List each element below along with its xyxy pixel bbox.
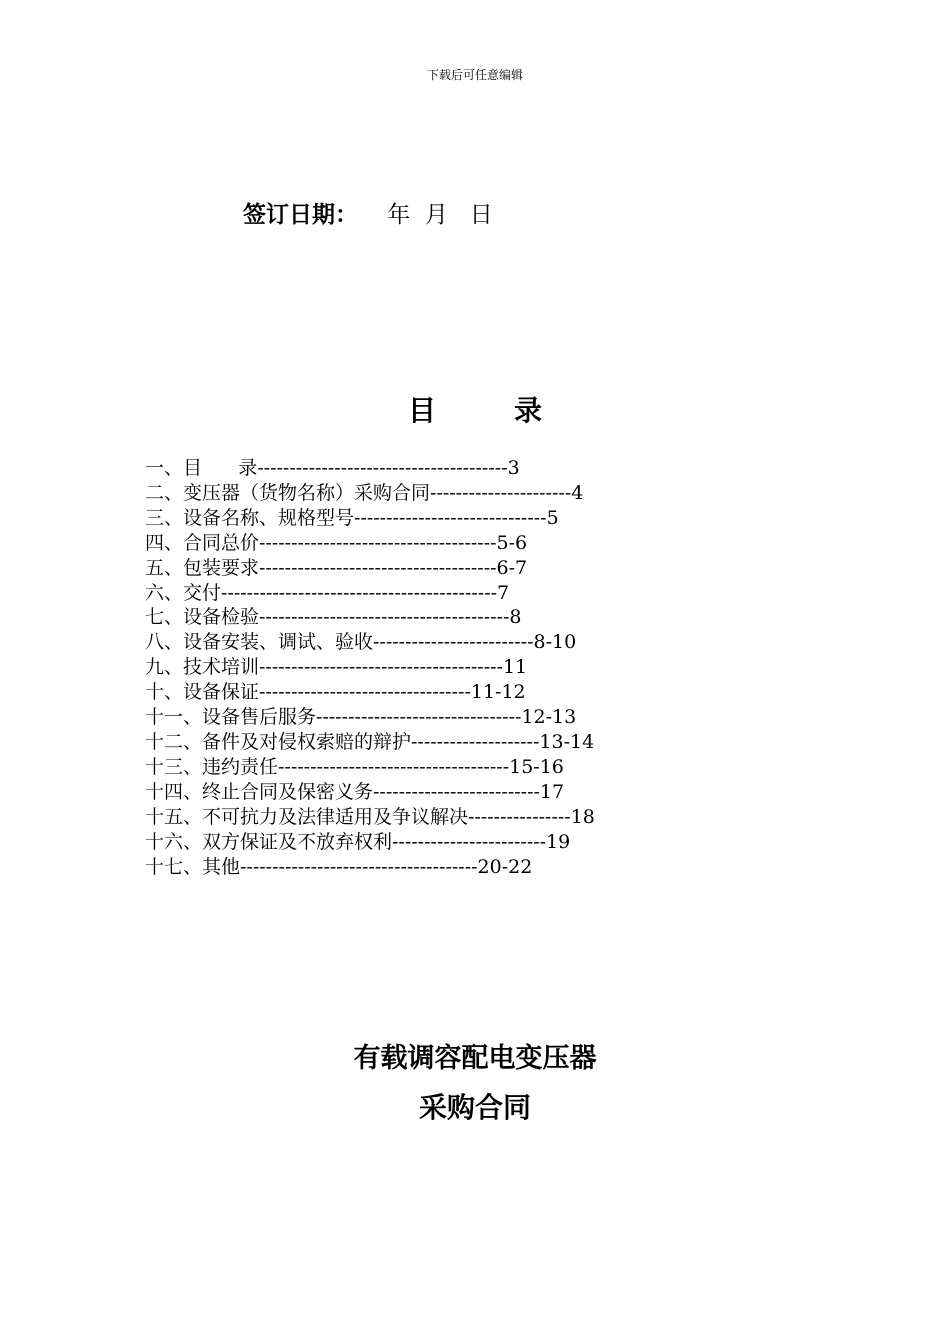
toc-item: 十一、设备售后服务--------------------------------12-13 — [145, 706, 577, 729]
toc-title: 目 录 — [408, 394, 542, 427]
toc-item: 五、包装要求-------------------------------------6-7 — [145, 556, 528, 579]
toc-item: 四、合同总价-------------------------------------5-6 — [145, 531, 528, 554]
toc-item: 九、技术培训--------------------------------------11 — [145, 656, 528, 679]
toc-item: 一、目 录---------------------------------------3 — [145, 457, 520, 479]
toc-item: 六、交付-------------------------------------------7 — [145, 581, 510, 604]
toc-item: 十二、备件及对侵权索赔的辩护--------------------13-14 — [145, 730, 595, 753]
toc-item: 七、设备检验---------------------------------------8 — [145, 606, 522, 629]
sign-date-label: 签订日期： — [243, 202, 358, 228]
toc-item: 十四、终止合同及保密义务--------------------------17 — [145, 780, 565, 803]
header-note: 下载后可任意编辑 — [426, 68, 523, 82]
toc-item: 十、设备保证---------------------------------11-12 — [145, 681, 526, 704]
toc-item: 十六、双方保证及不放弃权利------------------------19 — [145, 830, 571, 853]
toc-item: 二、变压器（货物名称）采购合同----------------------4 — [145, 481, 584, 504]
sign-date — [243, 196, 493, 229]
toc-item: 三、设备名称、规格型号------------------------------5 — [145, 506, 559, 529]
toc-item: 十五、不可抗力及法律适用及争议解决----------------18 — [145, 805, 595, 828]
toc-item: 八、设备安装、调试、验收-------------------------8-10 — [145, 631, 577, 654]
toc-item: 十三、违约责任------------------------------------15-16 — [145, 755, 564, 778]
contract-subtitle: 采购合同 — [418, 1091, 531, 1124]
sign-date-value: 年 月 日 — [358, 202, 493, 228]
contract-title: 有载调容配电变压器 — [353, 1043, 597, 1074]
toc-item: 十七、其他-------------------------------------20-22 — [145, 855, 533, 878]
table-of-contents — [145, 456, 595, 879]
